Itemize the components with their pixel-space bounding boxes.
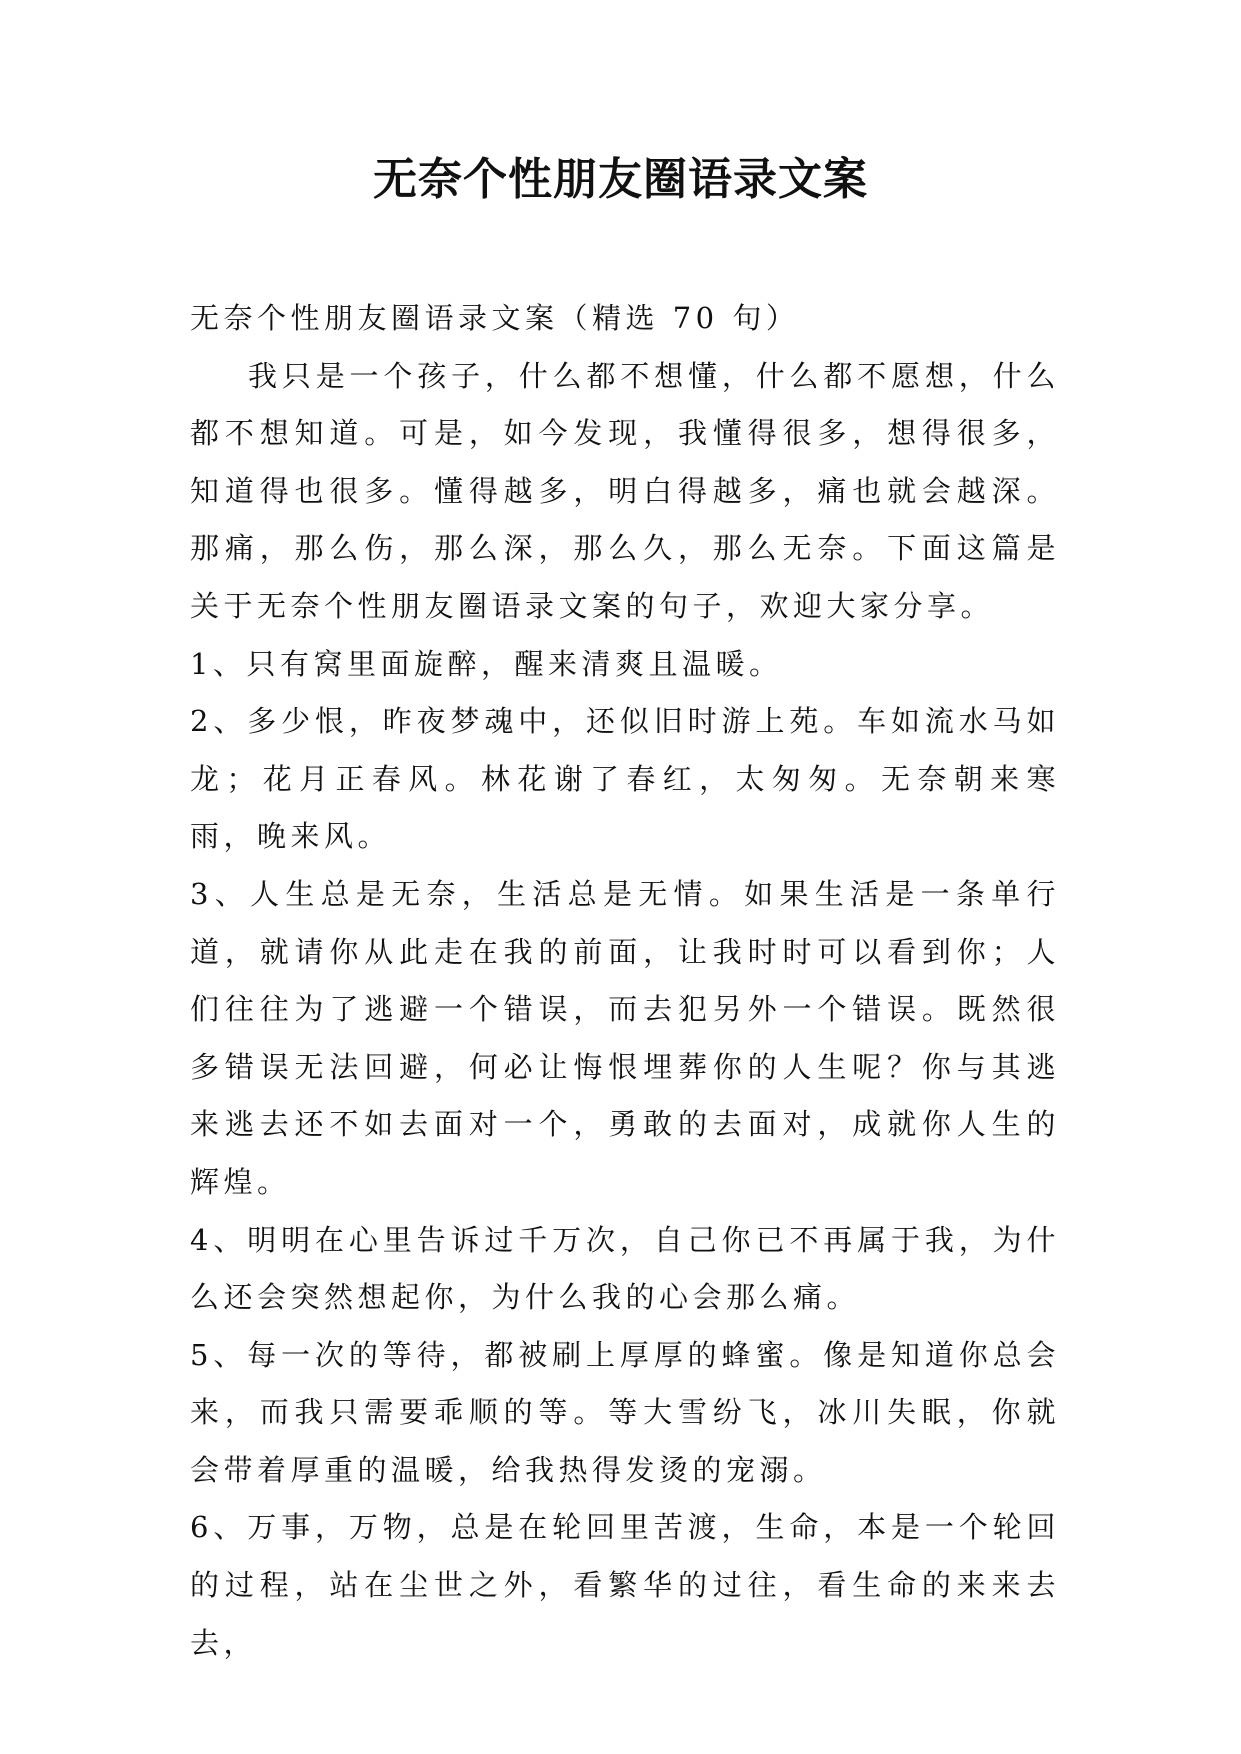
quote-item-3: 3、人生总是无奈，生活总是无情。如果生活是一条单行道，就请你从此走在我的前面，让我时时可以看到你；人们往往为了逃避一个错误，而去犯另外一个错误。既然很多错误无法回避，何必让悔恨埋葬你的人生呢？你与其逃来逃去还不如去面对一个，勇敢的去面对，成就你人生的辉煌。	[190, 876, 1060, 1199]
quote-item-1: 1、只有窝里面旋醉，醒来清爽且温暖。	[190, 646, 783, 681]
quote-item-5: 5、每一次的等待，都被刷上厚厚的蜂蜜。像是知道你总会来，而我只需要乖顺的等。等大雪纷飞，冰川失眠，你就会带着厚重的温暖，给我热得发烫的宠溺。	[190, 1337, 1060, 1487]
quote-item-4: 4、明明在心里告诉过千万次，自己你已不再属于我，为什么还会突然想起你，为什么我的心会那么痛。	[190, 1222, 1060, 1315]
document-body	[190, 290, 1060, 1672]
document-title: 无奈个性朋友圈语录文案	[373, 154, 868, 205]
quote-item-6: 6、万事，万物，总是在轮回里苦渡，生命，本是一个轮回的过程，站在尘世之外，看繁华的过往，看生命的来来去去，	[190, 1510, 1060, 1660]
intro-paragraph: 我只是一个孩子，什么都不想懂，什么都不愿想，什么都不想知道。可是，如今发现，我懂得很多，想得很多，知道得也很多。懂得越多，明白得越多，痛也就会越深。那痛，那么伤，那么深，那么久，那么无奈。下面这篇是关于无奈个性朋友圈语录文案的句子，欢迎大家分享。	[190, 358, 1060, 623]
document-subtitle: 无奈个性朋友圈语录文案（精选 70 句）	[190, 301, 800, 335]
quote-item-2: 2、多少恨，昨夜梦魂中，还似旧时游上苑。车如流水马如龙；花月正春风。林花谢了春红，太匆匆。无奈朝来寒雨，晚来风。	[190, 704, 1060, 854]
